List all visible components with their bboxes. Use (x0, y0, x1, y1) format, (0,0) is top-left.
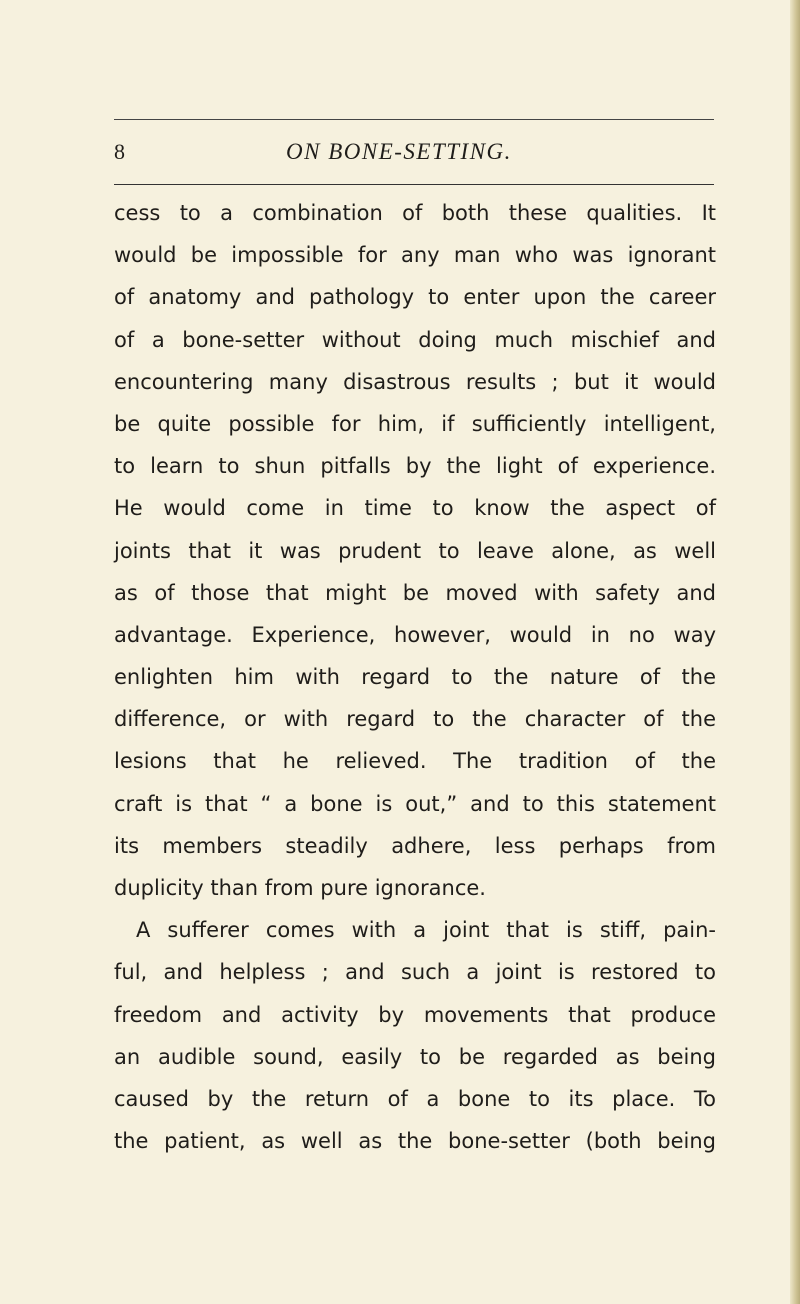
running-title: ON BONE-SETTING. (286, 139, 512, 164)
body-text (114, 192, 716, 1162)
text-line: advantage. Experience, however, would in no way (114, 622, 716, 647)
text-line: A sufferer comes with a joint that is stiff, pain- (136, 918, 716, 943)
page-edge (790, 0, 800, 1304)
text-line: craft is that “ a bone is out,” and to this statement (114, 791, 716, 816)
text-line: duplicity than from pure ignorance. (114, 876, 486, 900)
text-line: cess to a combination of both these qualities. It (114, 201, 716, 225)
text-line: difference, or with regard to the character of the (114, 707, 716, 732)
text-line: joints that it was prudent to leave alone, as well (114, 538, 716, 563)
text-line: of anatomy and pathology to enter upon the career (114, 285, 716, 310)
text-line: would be impossible for any man who was ignorant (114, 243, 716, 268)
text-line: as of those that might be moved with safety and (114, 580, 716, 605)
text-line: the patient, as well as the bone-setter (both being (114, 1129, 716, 1154)
text-line: lesions that he relieved. The tradition of the (114, 749, 716, 774)
text-line: be quite possible for him, if sufficiently intelligent, (114, 411, 716, 436)
page-number: 8 (114, 139, 125, 164)
text-line: to learn to shun pitfalls by the light of experience. (114, 454, 716, 479)
running-head (114, 132, 714, 172)
header-rule-top (114, 119, 714, 120)
header-rule-bottom (114, 184, 714, 185)
text-line: an audible sound, easily to be regarded as being (114, 1044, 716, 1069)
text-line: caused by the return of a bone to its place. To (114, 1086, 716, 1111)
text-line: enlighten him with regard to the nature of the (114, 665, 716, 690)
text-line: encountering many disastrous results ; but it would (114, 369, 716, 394)
text-line: ful, and helpless ; and such a joint is restored to (114, 960, 716, 985)
text-line: of a bone-setter without doing much mischief and (114, 327, 716, 352)
text-line: He would come in time to know the aspect of (114, 496, 716, 521)
text-line: its members steadily adhere, less perhaps from (114, 833, 716, 858)
text-line: freedom and activity by movements that produce (114, 1002, 716, 1027)
